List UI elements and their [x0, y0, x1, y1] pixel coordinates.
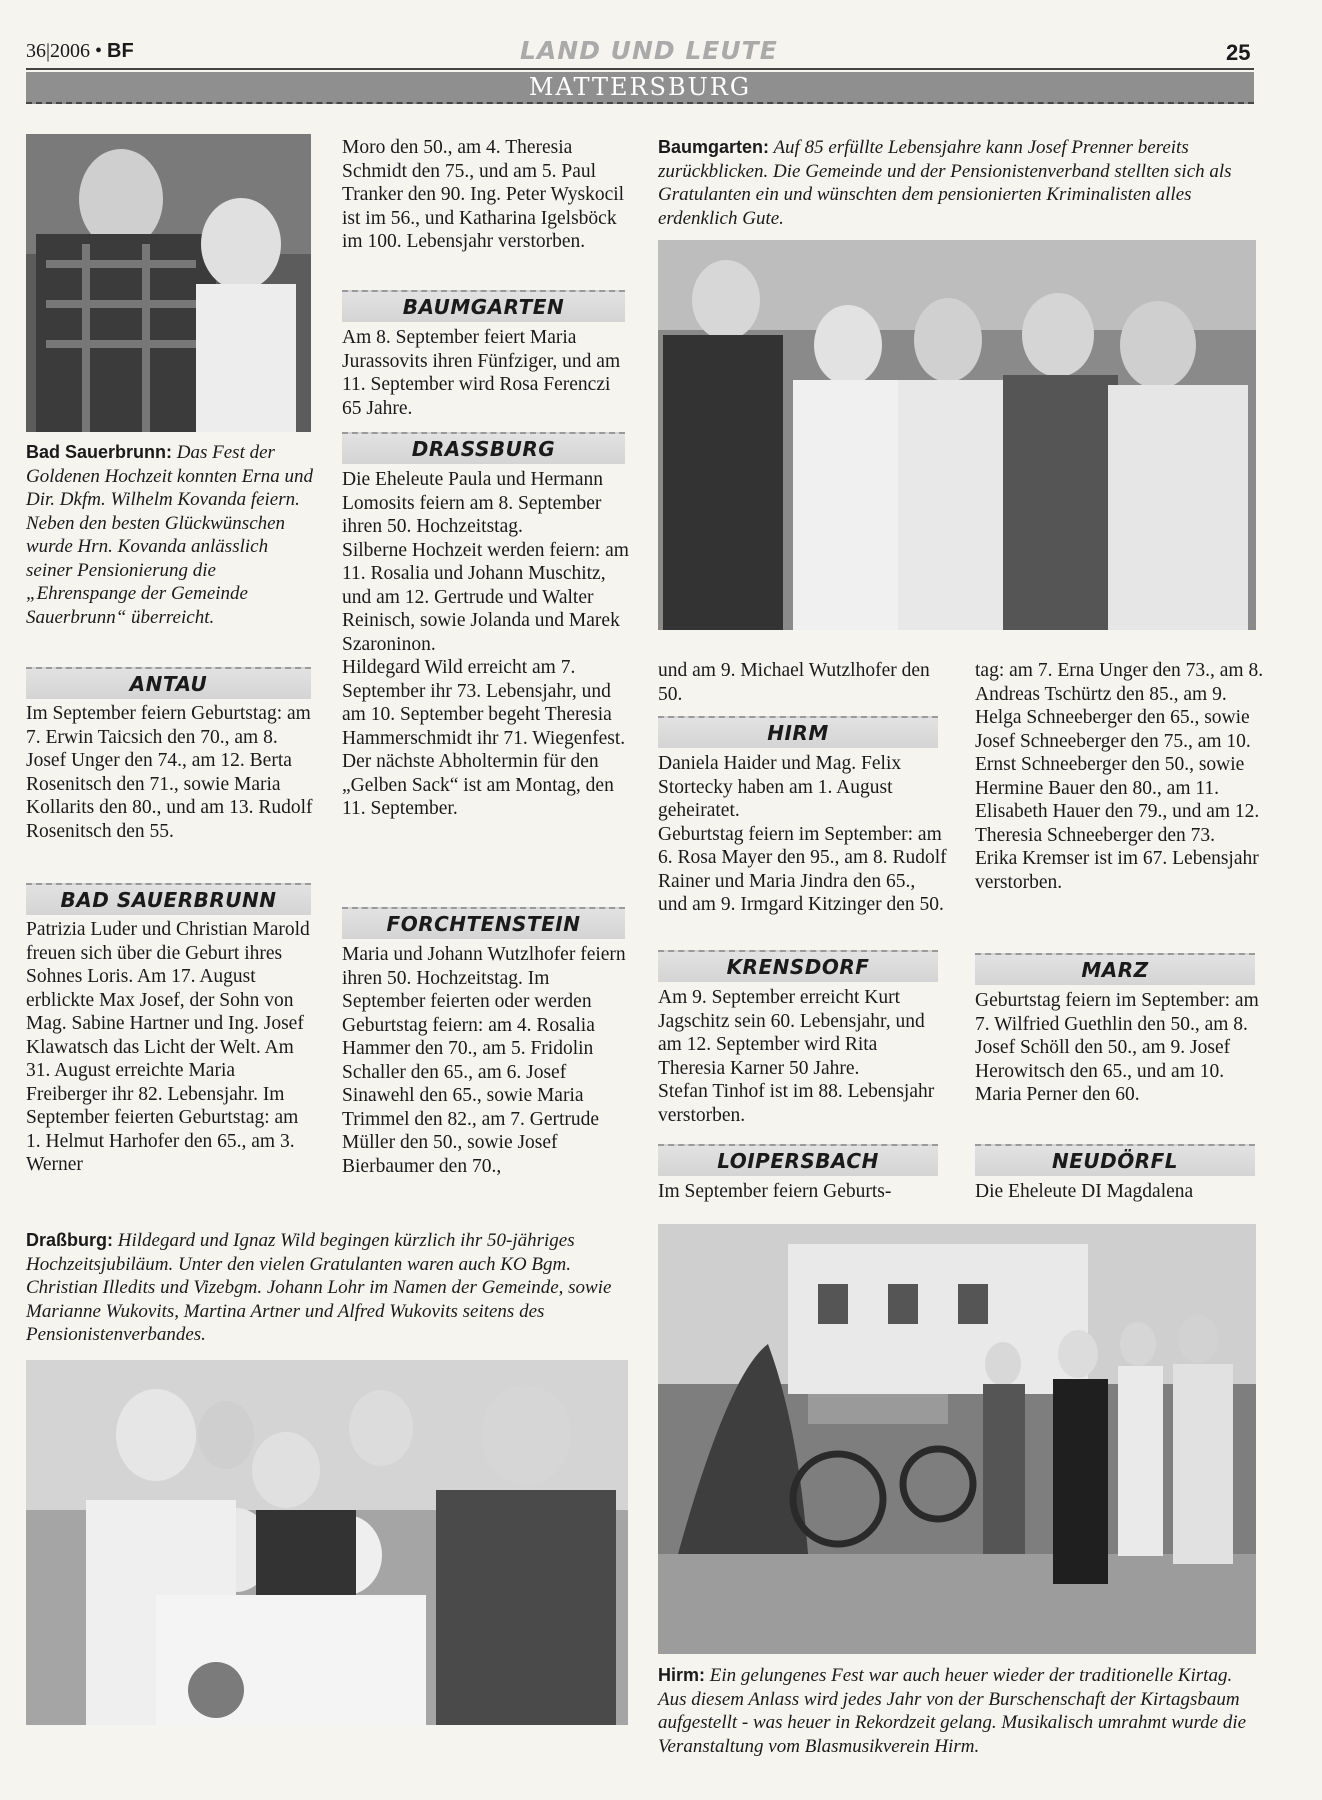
region-title: MATTERSBURG [528, 73, 752, 101]
brand-logo: BF [107, 40, 134, 62]
paragraph: Die Eheleute Paula und Hermann Lomosits feiern am 8. September ihren 50. Hochzeitstag. [342, 469, 603, 537]
section-text-drassburg [342, 468, 630, 821]
section-heading-drassburg: DRASSBURG [342, 432, 625, 464]
caption-place: Bad Sauerbrunn: [26, 442, 173, 462]
paragraph: Am 9. September erreicht Kurt Jagschitz sein 60. Lebensjahr, und am 12. September wird Rita Theresia Karner 50 Jahre. [658, 987, 925, 1079]
section-heading-antau: ANTAU [26, 667, 311, 699]
caption-text: Hildegard und Ignaz Wild begingen kürzlich ihr 50-jähriges Hochzeitsjubiläum. Unter den vielen Gratulanten waren auch KO Bgm. Christian Illedits und Vizebgm. Johann Lohr im Namen der Gemeinde, sowie Marianne Wukovits, Martina Artner und Alfred Wukovits seitens des Pensionistenverbandes. [26, 1230, 612, 1345]
caption-drassburg [26, 1229, 626, 1347]
paragraph: Hildegard Wild erreicht am 7. September ihr 73. Lebensjahr, und am 10. September begeht Theresia Hammerschmidt ihr 71. Wiegenfest. [342, 657, 626, 749]
section-text-neudoerfl: Die Eheleute DI Magdalena [975, 1181, 1194, 1202]
photo-baumgarten-group [658, 240, 1256, 630]
section-heading-marz: MARZ [975, 953, 1255, 985]
caption-place: Baumgarten: [658, 137, 770, 157]
caption-place: Draßburg: [26, 1230, 113, 1250]
column2-continued-text: Moro den 50., am 4. Theresia Schmidt den 75., und am 5. Paul Tranker den 90. Ing. Peter Wyskocil ist im 56., und Katharina Igelsböck im 100. Lebensjahr verstorben. [342, 137, 625, 252]
paragraph: Geburtstag feiern im September: am 6. Rosa Mayer den 95., am 8. Rudolf Rainer und Maria Jindra den 65., und am 9. Irmgard Kitzinger den 50. [658, 823, 947, 915]
section-heading-loipersbach: LOIPERSBACH [658, 1144, 938, 1176]
column4-continued-text [975, 659, 1265, 894]
column3-continued-text: und am 9. Michael Wutzlhofer den 50. [658, 660, 930, 705]
section-text-hirm [658, 752, 948, 917]
photo-hirm-kirtag [658, 1224, 1256, 1654]
section-text-forchtenstein: Maria und Johann Wutzlhofer feiern ihren 50. Hochzeitstag. Im September feierten oder werden Geburtstag feiern: am 4. Rosalia Hammer den 70., am 5. Fridolin Schaller den 65., am 6. Josef Sinawehl den 65., sowie Maria Trimmel den 82., am 7. Gertrude Müller den 50., sowie Josef Bierbaumer den 70., [342, 944, 626, 1177]
caption-baumgarten [658, 136, 1258, 230]
issue-number: 36|2006 • BF [26, 40, 134, 62]
ressort-title: LAND UND LEUTE [520, 36, 778, 65]
caption-text: Ein gelungenes Fest war auch heuer wieder der traditionelle Kirtag. Aus diesem Anlass wird jedes Jahr von der Burschenschaft der Kirtagsbaum aufgestellt - was heuer in Rekordzeit gelang. Musikalisch umrahmt wurde die Veranstaltung vom Blasmusikverein Hirm. [658, 1665, 1247, 1757]
section-heading-forchtenstein: FORCHTENSTEIN [342, 907, 625, 939]
caption-sauerbrunn [26, 441, 316, 629]
caption-place: Hirm: [658, 1665, 706, 1685]
section-text-antau: Im September feiern Geburtstag: am 7. Erwin Taicsich den 70., am 8. Josef Unger den 74., am 12. Berta Rosenitsch den 71., sowie Maria Kollarits den 80., und am 13. Rudolf Rosenitsch den 55. [26, 703, 313, 842]
photo-sauerbrunn-couple [26, 134, 311, 432]
caption-text: Auf 85 erfüllte Lebensjahre kann Josef Prenner bereits zurückblicken. Die Gemeinde und der Pensionistenverband stellten sich als Gratulanten ein und wünschten dem pensionierten Kriminalisten alles erdenklich Gute. [658, 137, 1232, 229]
paragraph: Silberne Hochzeit werden feiern: am 11. Rosalia und Johann Muschitz, und am 12. Gertrude und Walter Reinisch, sowie Jolanda und Marek Szaroninon. [342, 539, 629, 655]
section-heading-krensdorf: KRENSDORF [658, 950, 938, 982]
section-text-loipersbach: Im September feiern Geburts- [658, 1181, 892, 1202]
paragraph: Stefan Tinhof ist im 88. Lebensjahr verstorben. [658, 1081, 935, 1126]
photo-drassburg-group [26, 1360, 628, 1725]
caption-hirm [658, 1664, 1258, 1758]
section-heading-baumgarten: BAUMGARTEN [342, 290, 625, 322]
paragraph: Erika Kremser ist im 67. Lebensjahr verstorben. [975, 848, 1259, 893]
paragraph: tag: am 7. Erna Unger den 73., am 8. Andreas Tschürtz den 85., am 9. Helga Schneeberger den 65., sowie Josef Schneeberger den 75., am 10. Ernst Schneeberger den 50., sowie Hermine Bauer den 80., am 11. Elisabeth Hauer den 79., und am 12. Theresia Schneeberger den 73. [975, 660, 1264, 846]
section-text-bad-sauerbrunn: Patrizia Luder und Christian Marold freuen sich über die Geburt ihres Sohnes Loris. Am 17. August erblickte Max Josef, der Sohn von Mag. Sabine Hartner und Ing. Josef Klawatsch das Licht der Welt. Am 31. August erreichte Maria Freiberger ihr 82. Lebensjahr. Im September feierten Geburtstag: am 1. Helmut Harhofer den 65., am 3. Werner [26, 919, 310, 1175]
region-banner [26, 72, 1254, 104]
page-number: 25 [1226, 40, 1251, 65]
header-rule [26, 68, 1254, 70]
paragraph: Daniela Haider und Mag. Felix Stortecky haben am 1. August geheiratet. [658, 753, 902, 821]
section-heading-neudoerfl: NEUDÖRFL [975, 1144, 1255, 1176]
section-heading-hirm: HIRM [658, 716, 938, 748]
caption-text: Das Fest der Goldenen Hochzeit konnten Erna und Dir. Dkfm. Wilhelm Kovanda feiern. Neben den besten Glückwünschen wurde Hrn. Kovanda anlässlich seiner Pensionierung die „Ehrenspange der Gemeinde Sauerbrunn“ überreicht. [26, 442, 314, 628]
paragraph: Der nächste Abholtermin für den „Gelben Sack“ ist am Montag, den 11. September. [342, 751, 614, 819]
section-text-baumgarten: Am 8. September feiert Maria Jurassovits ihren Fünfziger, und am 11. September wird Rosa Ferenczi 65 Jahre. [342, 327, 621, 419]
section-text-marz: Geburtstag feiern im September: am 7. Wilfried Guethlin den 50., am 8. Josef Schöll den 50., am 9. Josef Herowitsch den 65., und am 10. Maria Perner den 60. [975, 990, 1259, 1105]
section-heading-bad-sauerbrunn: BAD SAUERBRUNN [26, 883, 311, 915]
section-text-krensdorf [658, 986, 948, 1127]
